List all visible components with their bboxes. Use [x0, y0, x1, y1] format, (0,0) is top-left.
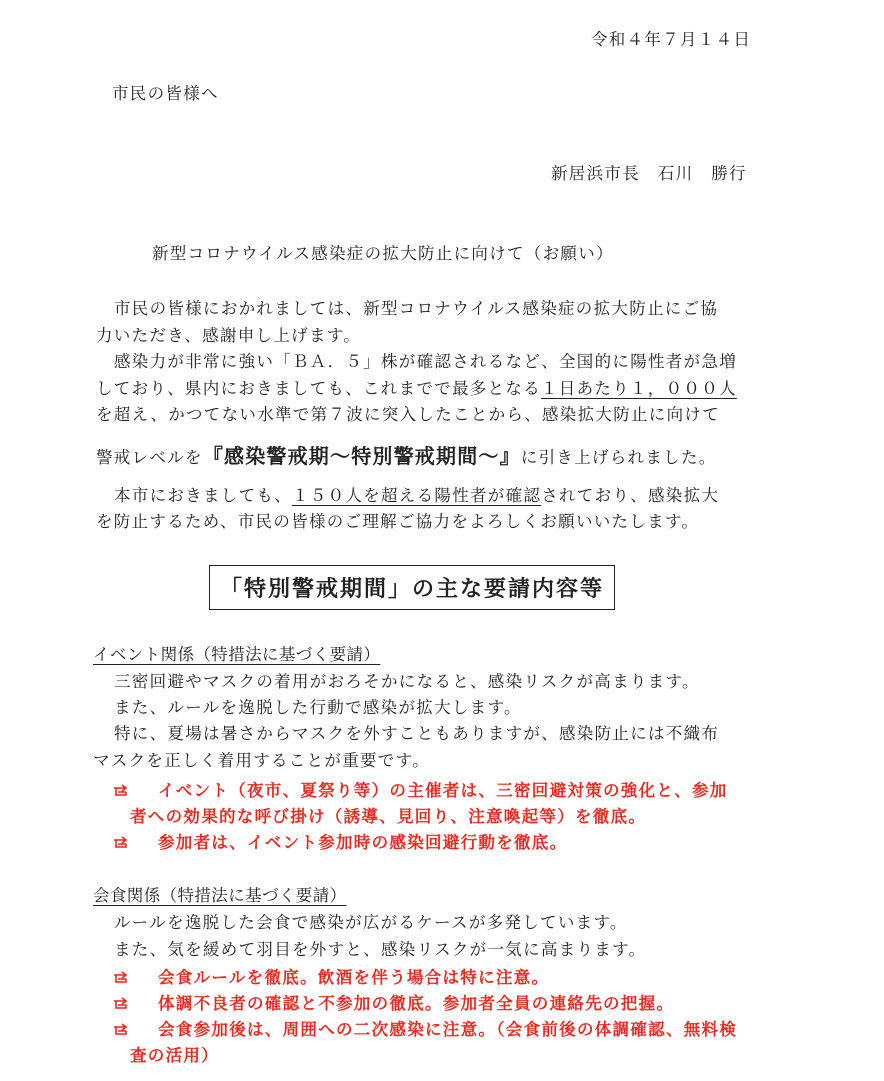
pointing-hand-icon	[113, 782, 133, 798]
intro-p3-line1: 本市におきましても、１５０人を超える陽性者が確認されており、感染拡大	[114, 486, 720, 505]
pointing-hand-icon	[113, 995, 133, 1011]
pointing-hand-icon	[113, 969, 133, 985]
event-section-heading: イベント関係（特措法に基づく要請）	[93, 645, 381, 664]
intro-p1-line1: 市民の皆様におかれましては、新型コロナウイルス感染症の拡大防止にご協	[114, 299, 719, 318]
city-count-highlight: １５０人を超える陽性者が確認	[292, 486, 542, 505]
event-line4: マスクを正しく着用することが重要です。	[93, 751, 430, 770]
pointing-hand-icon	[113, 834, 133, 850]
pointing-hand-icon	[113, 1021, 133, 1037]
document-subject: 新型コロナウイルス感染症の拡大防止に向けて（お願い）	[152, 244, 614, 263]
dining-line1: ルールを逸脱した会食で感染が広がるケースが多発しています。	[114, 913, 628, 932]
dining-bullet1: 会食ルールを徹底。飲酒を伴う場合は特に注意。	[158, 968, 550, 987]
dining-section-heading: 会食関係（特措法に基づく要請）	[93, 886, 347, 905]
dining-bullet2: 体調不良者の確認と不参加の徹底。参加者全員の連絡先の把握。	[158, 994, 675, 1013]
document-date: 令和４年７月１４日	[591, 30, 752, 49]
alert-level-highlight: 『感染警戒期～特別警戒期間～』	[202, 444, 521, 468]
intro-p2-line1: 感染力が非常に強い「ＢＡ．５」株が確認されるなど、全国的に陽性者が急増	[114, 352, 737, 371]
intro-p1-line2: 力いただき、感謝申し上げます。	[96, 326, 362, 345]
event-bullet1-line2: 者への効果的な呼び掛け（誘導、見回り、注意喚起等）を徹底。	[130, 807, 647, 826]
intro-p2-line2: しており、県内におきましても、これまでで最多となる１日あたり１，０００人	[96, 379, 737, 398]
requests-box-title: 「特別警戒期間」の主な要請内容等	[209, 565, 615, 610]
intro-p2-line3: を超え、かつてない水準で第７波に突入したことから、感染拡大防止に向けて	[96, 405, 720, 424]
intro-p2-line4: 警戒レベルを『感染警戒期～特別警戒期間～』に引き上げられました。	[96, 444, 717, 468]
event-bullet1-line1: イベント（夜市、夏祭り等）の主催者は、三密回避対策の強化と、参加	[158, 781, 728, 800]
dining-bullet3-line2: 査の活用）	[130, 1046, 219, 1065]
event-bullet2: 参加者は、イベント参加時の感染回避行動を徹底。	[158, 833, 568, 852]
dining-bullet3-line1: 会食参加後は、周囲への二次感染に注意。（会食前後の体調確認、無料検	[158, 1020, 738, 1039]
daily-count-highlight: １日あたり１，０００人	[541, 379, 737, 398]
sender: 新居浜市長 石川 勝行	[551, 164, 747, 183]
intro-p3-line2: を防止するため、市民の皆様のご理解ご協力をよろしくお願いいたします。	[96, 512, 700, 531]
dining-line2: また、気を緩めて羽目を外すと、感染リスクが一気に高まります。	[114, 940, 647, 959]
event-line2: また、ルールを逸脱した行動で感染が拡大します。	[114, 698, 522, 717]
event-line1: 三密回避やマスクの着用がおろそかになると、感染リスクが高まります。	[114, 672, 700, 691]
addressee: 市民の皆様へ	[112, 84, 219, 103]
event-line3: 特に、夏場は暑さからマスクを外すこともありますが、感染防止には不織布	[114, 724, 720, 743]
